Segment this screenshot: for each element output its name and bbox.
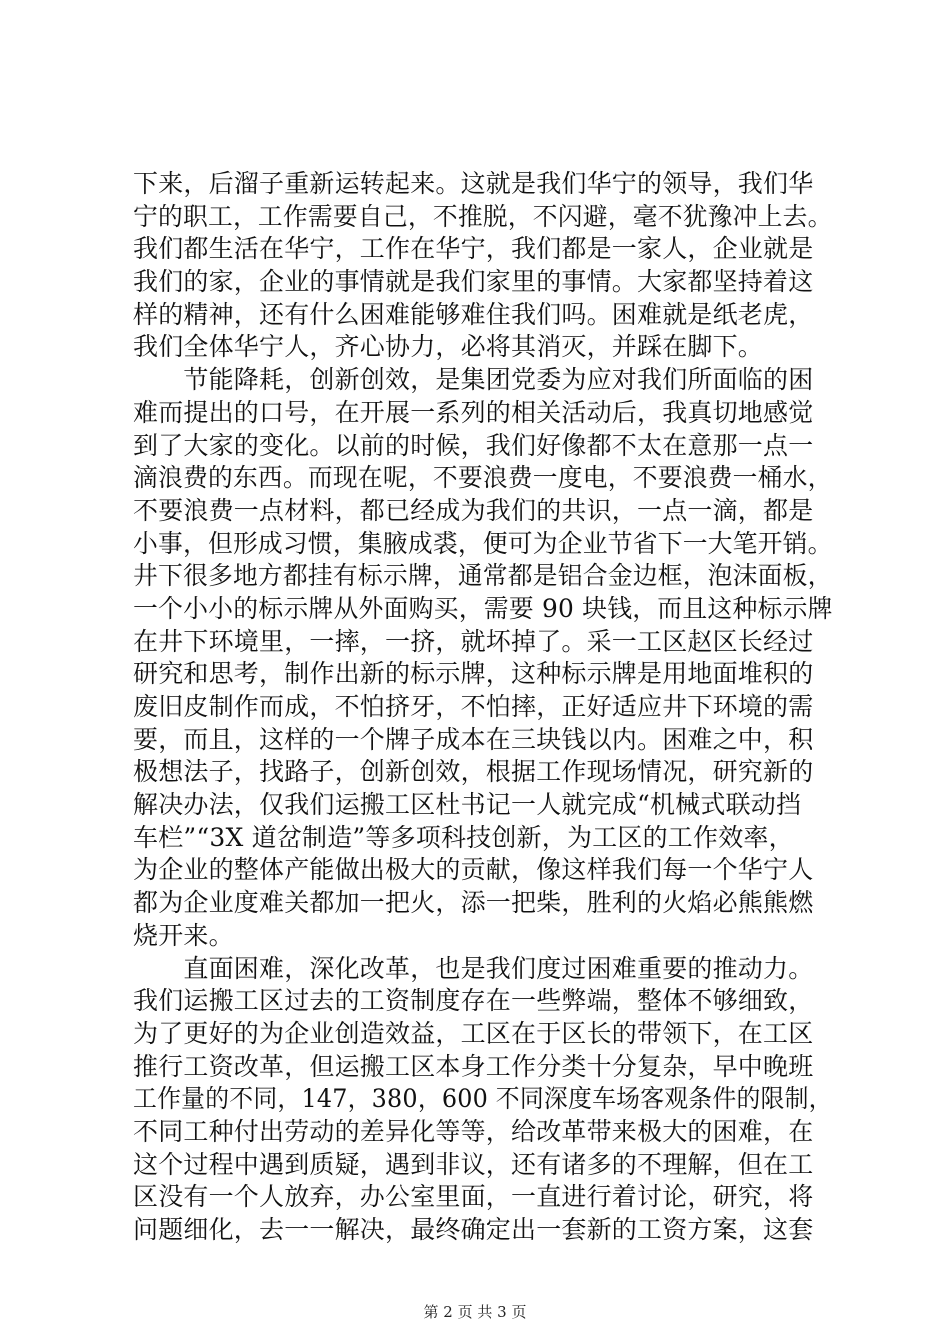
text-line: 样的精神，还有什么困难能够难住我们吗。困难就是纸老虎， bbox=[133, 299, 814, 329]
text-line: 区没有一个人放弃，办公室里面，一直进行着讨论，研究，将 bbox=[133, 1182, 814, 1212]
text-line: 滴浪费的东西。而现在呢，不要浪费一度电，不要浪费一桶水， bbox=[133, 463, 833, 493]
text-line: 要，而且，这样的一个牌子成本在三块钱以内。困难之中，积 bbox=[133, 724, 814, 754]
text-line: 井下很多地方都挂有标示牌，通常都是铝合金边框，泡沫面板， bbox=[133, 561, 833, 591]
text-line: 为了更好的为企业创造效益，工区在于区长的带领下，在工区 bbox=[133, 1018, 814, 1048]
text-line: 为企业的整体产能做出极大的贡献，像这样我们每一个华宁人 bbox=[133, 855, 814, 885]
text-line: 难而提出的口号，在开展一系列的相关活动后，我真切地感觉 bbox=[133, 397, 814, 427]
text-line: 都为企业度难关都加一把火，添一把柴，胜利的火焰必熊熊燃 bbox=[133, 888, 814, 918]
text-line: 到了大家的变化。以前的时候，我们好像都不太在意那一点一 bbox=[133, 430, 814, 460]
text-line: 我们都生活在华宁，工作在华宁，我们都是一家人，企业就是 bbox=[133, 234, 814, 264]
text-line: 极想法子，找路子，创新创效，根据工作现场情况，研究新的 bbox=[133, 757, 814, 787]
text-line: 这个过程中遇到质疑，遇到非议，还有诸多的不理解，但在工 bbox=[133, 1149, 814, 1179]
text-line: 直面困难，深化改革，也是我们度过困难重要的推动力。 bbox=[133, 953, 814, 983]
text-line: 我们的家，企业的事情就是我们家里的事情。大家都坚持着这 bbox=[133, 267, 814, 297]
text-line: 不同工种付出劳动的差异化等等，给改革带来极大的困难，在 bbox=[133, 1116, 814, 1146]
text-line: 解决办法，仅我们运搬工区杜书记一人就完成“机械式联动挡 bbox=[133, 790, 802, 820]
text-line: 节能降耗，创新创效，是集团党委为应对我们所面临的困 bbox=[133, 365, 814, 395]
text-line: 不要浪费一点材料，都已经成为我们的共识，一点一滴，都是 bbox=[133, 495, 814, 525]
text-line: 研究和思考，制作出新的标示牌，这种标示牌是用地面堆积的 bbox=[133, 659, 814, 689]
page-footer: 第 2 页 共 3 页 bbox=[423, 1303, 527, 1321]
text-line: 我们运搬工区过去的工资制度存在一些弊端，整体不够细致， bbox=[133, 986, 814, 1016]
document-body bbox=[133, 168, 833, 1247]
text-line: 推行工资改革，但运搬工区本身工作分类十分复杂，早中晚班 bbox=[133, 1051, 814, 1081]
text-line: 我们全体华宁人，齐心协力，必将其消灭，并踩在脚下。 bbox=[133, 332, 764, 362]
text-line: 烧开来。 bbox=[133, 920, 234, 950]
text-line: 废旧皮制作而成，不怕挤牙，不怕摔，正好适应井下环境的需 bbox=[133, 692, 814, 721]
text-line: 工作量的不同，147，380，600 不同深度车场客观条件的限制， bbox=[133, 1084, 833, 1114]
text-line: 宁的职工，工作需要自己，不推脱，不闪避，毫不犹豫冲上去。 bbox=[133, 201, 833, 231]
text-line: 在井下环境里，一摔，一挤，就坏掉了。采一工区赵区长经过 bbox=[133, 626, 814, 656]
text-line: 下来，后溜子重新运转起来。这就是我们华宁的领导，我们华 bbox=[133, 169, 814, 198]
text-line: 车栏”“3X 道岔制造”等多项科技创新，为工区的工作效率， bbox=[133, 822, 794, 852]
text-line: 小事，但形成习惯，集腋成裘，便可为企业节省下一大笔开销。 bbox=[133, 528, 833, 558]
text-line: 问题细化，去一一解决，最终确定出一套新的工资方案，这套 bbox=[133, 1215, 814, 1244]
text-line: 一个小小的标示牌从外面购买，需要 90 块钱，而且这种标示牌 bbox=[133, 593, 833, 623]
